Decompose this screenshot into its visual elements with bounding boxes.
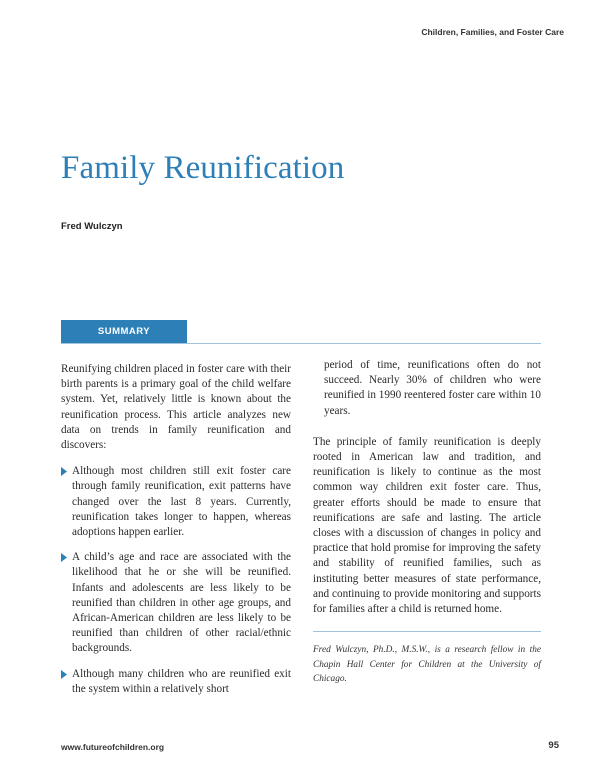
summary-bullet	[61, 464, 291, 540]
left-column	[61, 362, 291, 707]
article-title: Family Reunification	[61, 150, 345, 186]
right-column	[313, 358, 541, 687]
summary-bullet	[61, 667, 291, 697]
summary-conclusion: The principle of family reunification is deeply rooted in American law and tradition, and reunification is likely to continue as the most common way children exit foster care. Thus, greater efforts should be made to ensure that reunifications are safe and lasting. The article closes with a discussion of changes in policy and practice that hold promise for improving the safety and stability of reunified families, such as instituting better measures of state performance, and continuing to provide monitoring and supports for families after a child is returned home.	[313, 435, 541, 616]
bullet-triangle-icon	[61, 670, 67, 679]
article-author: Fred Wulczyn	[61, 221, 123, 232]
summary-label: SUMMARY	[61, 320, 187, 343]
bullet-triangle-icon	[61, 467, 67, 476]
summary-divider	[61, 343, 541, 344]
summary-intro: Reunifying children placed in foster care with their birth parents is a primary goal of the child welfare system. Yet, relatively little is known about the reunification process. This article analyzes new data on trends in family reunification and discovers:	[61, 363, 291, 452]
bullet-text: Although most children still exit foster care through family reunification, exit patterns have changed over the last 8 years. Currently, reunification takes longer to happen, whereas adoptions happen earlier.	[72, 465, 291, 539]
summary-bullet	[61, 550, 291, 656]
bio-divider	[313, 631, 541, 632]
bullet-text: A child’s age and race are associated with the likelihood that he or she will be reunified. Infants and adolescents are less likely to be reunified than children in other age groups, and African-American children are less likely to be reunified than children of other racial/ethnic backgrounds.	[72, 551, 291, 655]
page-number: 95	[548, 740, 559, 751]
bullet-triangle-icon	[61, 553, 67, 562]
bullet-continuation: period of time, reunifications often do not succeed. Nearly 30% of children who were reunified in 1990 reentered foster care within 10 years.	[324, 359, 541, 417]
running-head: Children, Families, and Foster Care	[421, 27, 564, 37]
author-bio: Fred Wulczyn, Ph.D., M.S.W., is a research fellow in the Chapin Hall Center for Children at the University of Chicago.	[313, 645, 541, 685]
bullet-text: Although many children who are reunified exit the system within a relatively short	[72, 667, 291, 695]
footer-url-link[interactable]: www.futureofchildren.org	[61, 742, 165, 752]
